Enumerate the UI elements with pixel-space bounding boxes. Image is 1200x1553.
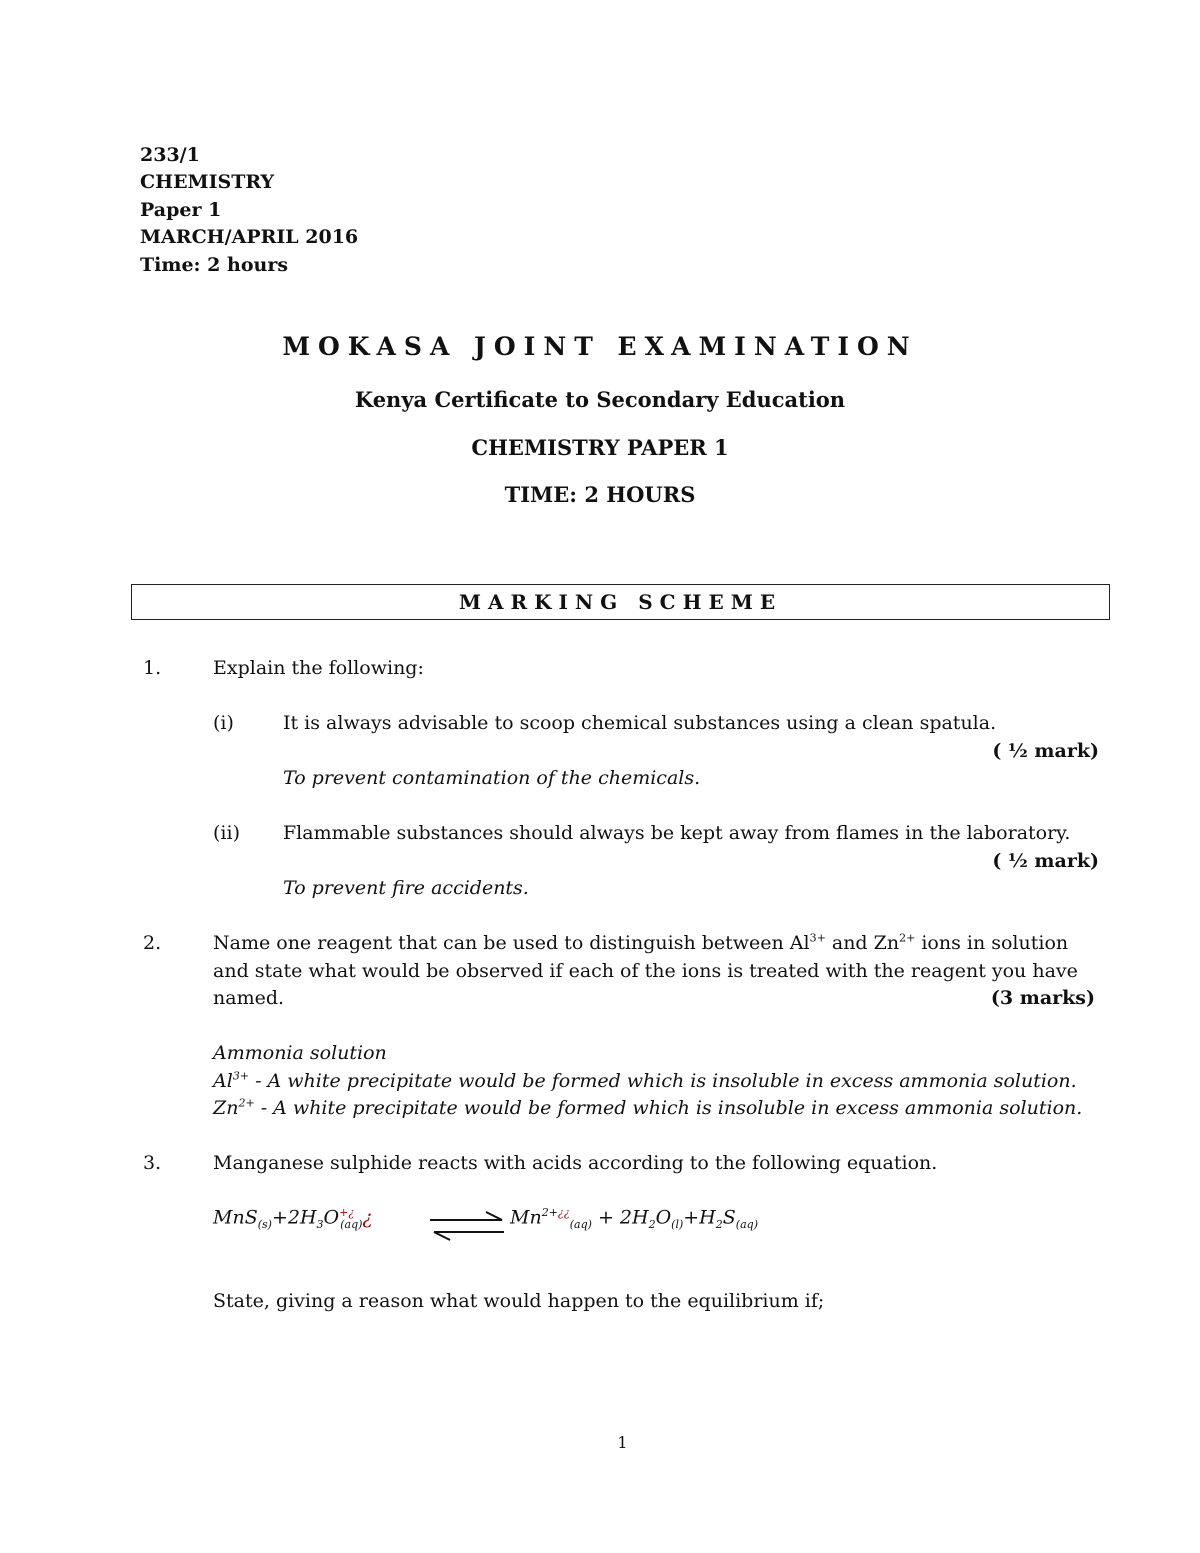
question-2-line-3: named.: [213, 987, 285, 1009]
question-1-i-answer: To prevent contamination of the chemicals.: [283, 767, 701, 789]
question-3-followup: State, giving a reason what would happen to the equilibrium if;: [213, 1290, 825, 1312]
question-1-i-label: (i): [213, 712, 234, 734]
question-1-ii-text: Flammable substances should always be kept away from flames in the laboratory.: [283, 822, 1071, 844]
question-2-line-1: Name one reagent that can be used to distinguish between $Al^{3+}$ and $Zn^{2+}$ ions in solution: [213, 931, 1069, 954]
question-1-i-text: It is always advisable to scoop chemical substances using a clean spatula.: [283, 712, 997, 734]
question-1-i-mark: ( ½ mark): [992, 740, 1099, 762]
question-1-prompt: Explain the following:: [213, 657, 424, 679]
page-number: 1: [617, 1433, 628, 1452]
paper-title: CHEMISTRY PAPER 1: [471, 435, 729, 460]
question-1-ii-answer: To prevent fire accidents.: [283, 877, 529, 899]
question-2-mark: (3 marks): [990, 987, 1095, 1009]
question-2-line-2: and state what would be observed if each of the ions is treated with the reagent you have: [213, 960, 1078, 982]
subject-label: CHEMISTRY: [140, 171, 275, 193]
question-1-ii-label: (ii): [213, 822, 240, 844]
exam-title: MOKASA JOINT EXAMINATION: [282, 332, 918, 361]
question-1-ii-mark: ( ½ mark): [992, 850, 1099, 872]
question-3-number: 3.: [143, 1152, 162, 1174]
exam-date: MARCH/APRIL 2016: [140, 226, 359, 248]
question-2-answer-zn: $Zn^{2+}$ - A white precipitate would be formed which is insoluble in excess ammonia solution.: [213, 1096, 1083, 1119]
question-2-answer-al: $Al^{3+}$ - A white precipitate would be formed which is insoluble in excess ammonia solution.: [213, 1069, 1077, 1092]
equation-products: $Mn^{2+¿¿}_{(aq)} + 2H_2O_{(l)}+H_2S_{(aq)}$: [510, 1206, 758, 1232]
exam-code: 233/1: [140, 144, 200, 166]
time-title: TIME: 2 HOURS: [504, 482, 696, 507]
exam-time: Time: 2 hours: [140, 254, 289, 276]
question-3-text: Manganese sulphide reacts with acids according to the following equation.: [213, 1152, 938, 1174]
question-1-number: 1.: [143, 657, 162, 679]
marking-scheme-banner: MARKING SCHEME: [131, 584, 1110, 620]
question-2-number: 2.: [143, 932, 162, 954]
question-2-answer-title: Ammonia solution: [213, 1042, 387, 1064]
paper-label: Paper 1: [140, 199, 222, 221]
equilibrium-arrow-icon: [428, 1208, 508, 1248]
certificate-title: Kenya Certificate to Secondary Education: [354, 387, 846, 412]
equation-reactants: $MnS_{(s)}+2H_3O^{+¿}_{(aq)}¿$: [213, 1206, 373, 1232]
